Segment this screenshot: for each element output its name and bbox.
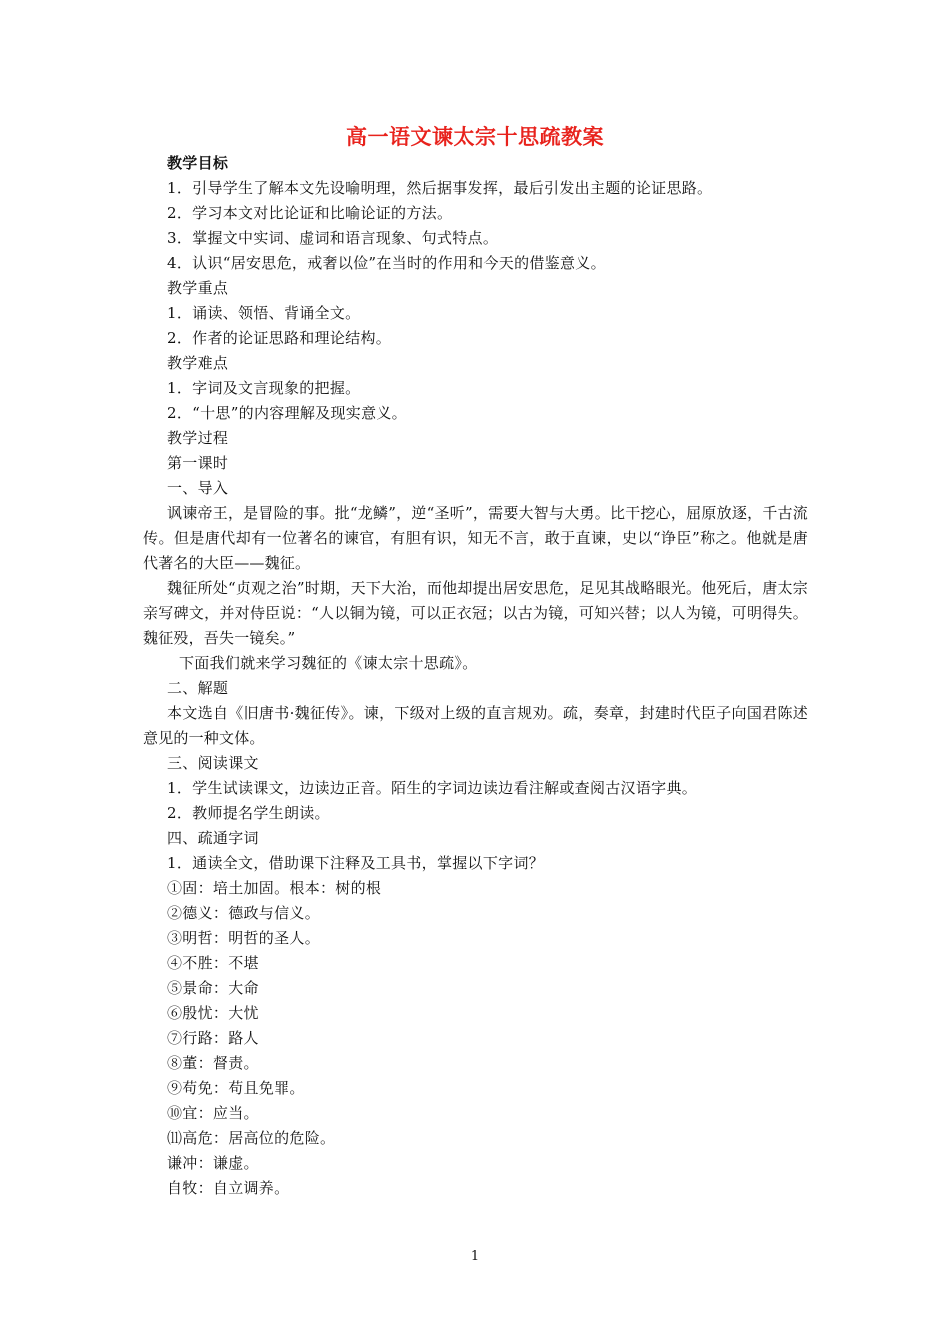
difficult-item: 1．字词及文言现象的把握。 bbox=[167, 379, 361, 397]
difficult-heading: 教学难点 bbox=[167, 354, 229, 372]
section-heading-words: 四、疏通字词 bbox=[167, 829, 259, 847]
section-heading-title: 二、解题 bbox=[167, 679, 229, 697]
section-heading-read: 三、阅读课文 bbox=[167, 754, 259, 772]
word-item: ⑨苟免：苟且免罪。 bbox=[167, 1079, 305, 1097]
paragraph: 本文选自《旧唐书·魏征传》。谏，下级对上级的直言规劝。疏，奏章，封建时代臣子向国君陈述意见的一种文体。 bbox=[143, 704, 808, 747]
goal-item: 2．学习本文对比论证和比喻论证的方法。 bbox=[167, 204, 453, 222]
lesson-label: 第一课时 bbox=[167, 454, 229, 472]
word-item: ⑾高危：居高位的危险。 bbox=[167, 1129, 336, 1147]
word-item: ⑩宜：应当。 bbox=[167, 1104, 259, 1122]
page-number: 1 bbox=[470, 1249, 480, 1264]
document-title: 高一语文谏太宗十思疏教案 bbox=[346, 124, 604, 149]
word-item: ①固：培土加固。根本：树的根 bbox=[167, 879, 382, 897]
word-item: ④不胜：不堪 bbox=[167, 954, 259, 972]
word-item: ⑤景命：大命 bbox=[167, 979, 259, 997]
word-item: ⑥殷忧：大忧 bbox=[167, 1004, 259, 1022]
word-item: ⑧董：督责。 bbox=[167, 1054, 259, 1072]
word-item: ⑦行路：路人 bbox=[167, 1029, 259, 1047]
read-item: 2．教师提名学生朗读。 bbox=[167, 804, 330, 822]
word-item: 谦冲：谦虚。 bbox=[167, 1154, 259, 1172]
goal-item: 1．引导学生了解本文先设喻明理，然后据事发挥，最后引发出主题的论证思路。 bbox=[167, 179, 713, 197]
paragraph: 下面我们就来学习魏征的《谏太宗十思疏》。 bbox=[179, 654, 478, 672]
section-heading-intro: 一、导入 bbox=[167, 479, 229, 497]
key-item: 2．作者的论证思路和理论结构。 bbox=[167, 329, 392, 347]
read-item: 1．学生试读课文，边读边正音。陌生的字词边读边看注解或查阅古汉语字典。 bbox=[167, 779, 698, 797]
word-item: ③明哲：明哲的圣人。 bbox=[167, 929, 321, 947]
key-item: 1．诵读、领悟、背诵全文。 bbox=[167, 304, 361, 322]
paragraph: 魏征所处“贞观之治”时期，天下大治，而他却提出居安思危，足见其战略眼光。他死后，唐太宗亲写碑文，并对侍臣说：“人以铜为镜，可以正衣冠；以古为镜，可知兴替；以人为镜，可明得失。魏征殁，吾失一镜矣。” bbox=[143, 579, 808, 647]
paragraph: 讽谏帝王，是冒险的事。批“龙鳞”，逆“圣听”，需要大智与大勇。比干挖心，屈原放逐，千古流传。但是唐代却有一位著名的谏官，有胆有识，知无不言，敢于直谏，史以“诤臣”称之。他就是唐代著名的大臣——魏征。 bbox=[143, 504, 808, 572]
goal-item: 3．掌握文中实词、虚词和语言现象、句式特点。 bbox=[167, 229, 499, 247]
goal-item: 4．认识“居安思危，戒奢以俭”在当时的作用和今天的借鉴意义。 bbox=[167, 254, 606, 272]
goals-heading: 教学目标 bbox=[167, 154, 229, 172]
key-heading: 教学重点 bbox=[167, 279, 229, 297]
words-intro: 1．通读全文，借助课下注释及工具书，掌握以下字词？ bbox=[167, 854, 545, 872]
document-body bbox=[143, 151, 808, 1201]
word-item: ②德义：德政与信义。 bbox=[167, 904, 321, 922]
process-heading: 教学过程 bbox=[167, 429, 229, 447]
word-item: 自牧：自立调养。 bbox=[167, 1179, 290, 1197]
difficult-item: 2．“十思”的内容理解及现实意义。 bbox=[167, 404, 407, 422]
